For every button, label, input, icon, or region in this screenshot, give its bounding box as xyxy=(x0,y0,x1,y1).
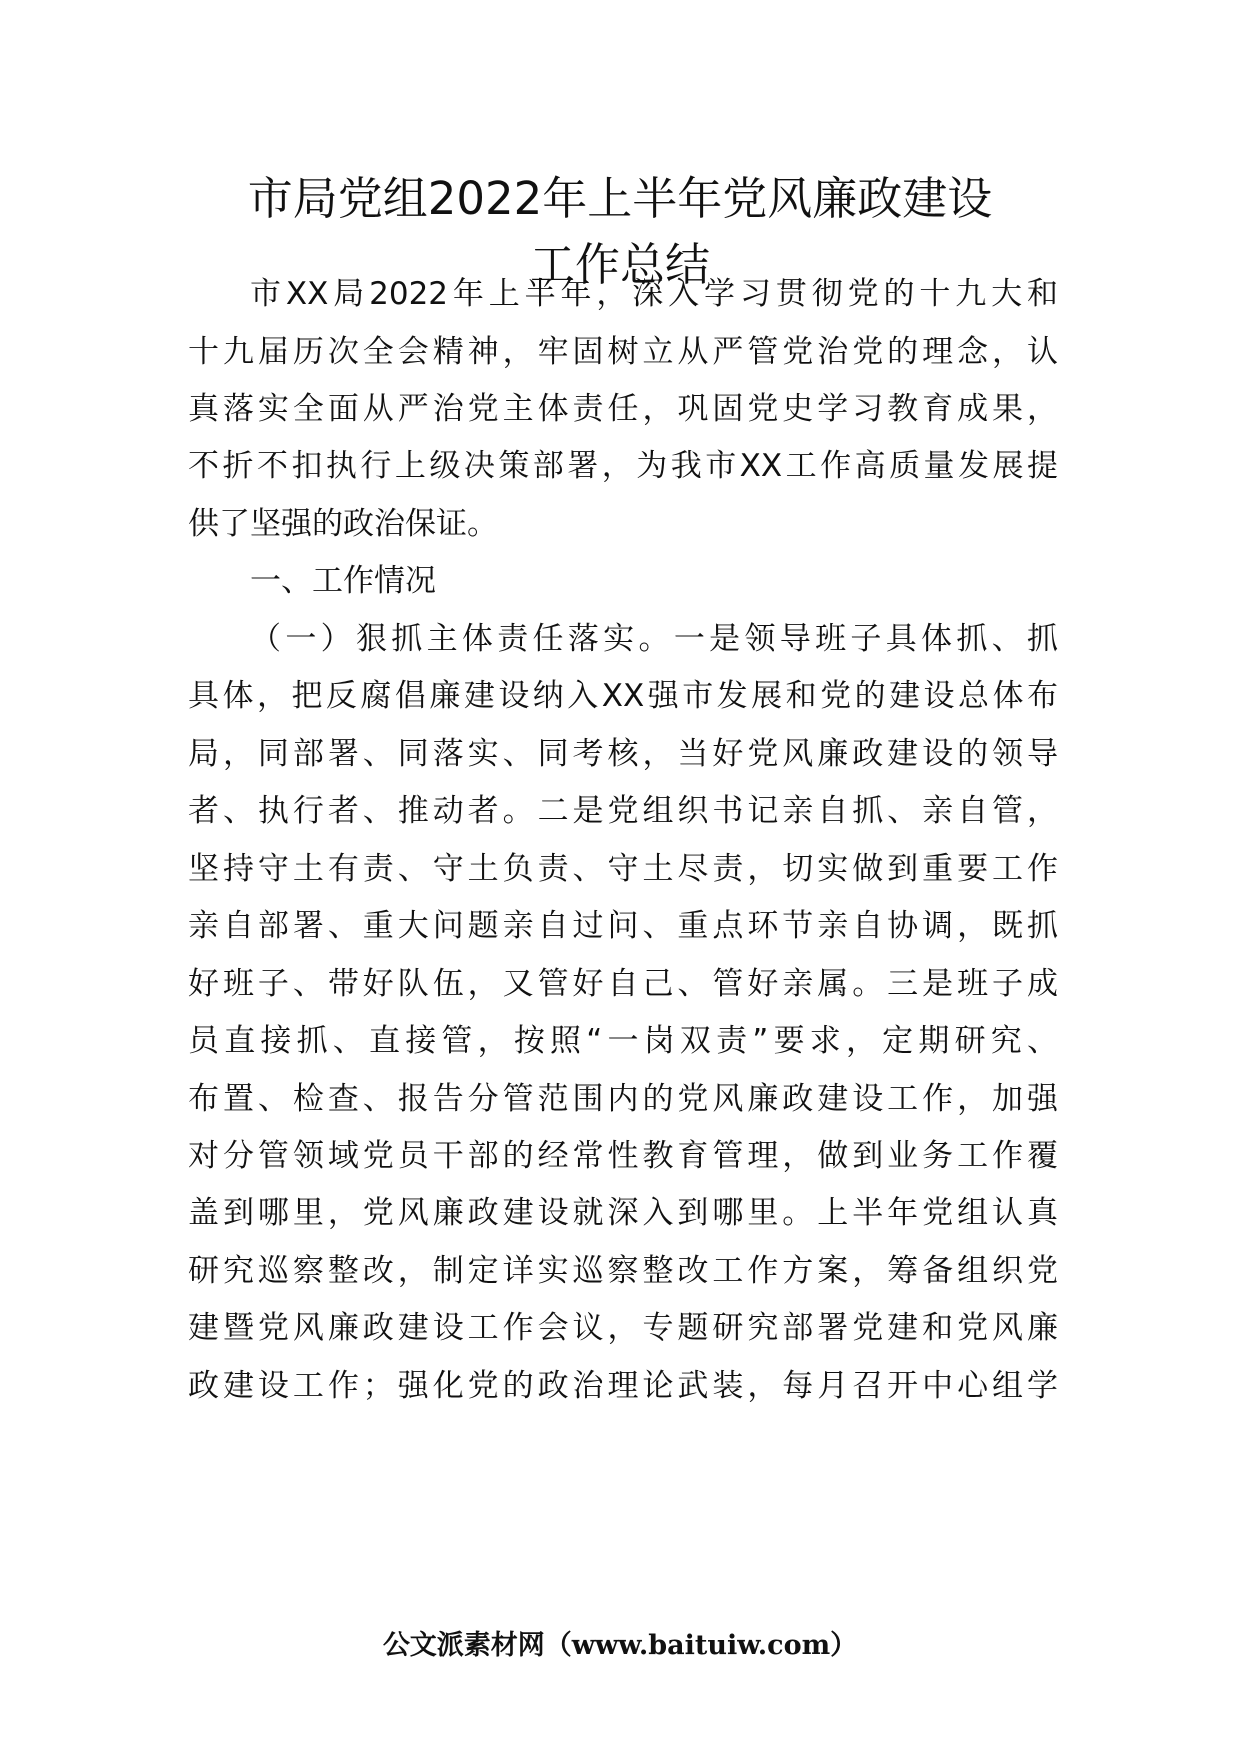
paragraph-line: 具体，把反腐倡廉建设纳入XX强市发展和党的建设总体布 xyxy=(188,678,1058,714)
paragraph-line: 布置、检查、报告分管范围内的党风廉政建设工作，加强 xyxy=(188,1081,1058,1117)
paragraph-line: 坚持守土有责、守土负责、守土尽责，切实做到重要工作 xyxy=(188,851,1058,887)
paragraph-line: 不折不扣执行上级决策部署，为我市XX工作高质量发展提 xyxy=(188,448,1058,484)
paragraph-line: 员直接抓、直接管，按照“一岗双责”要求，定期研究、 xyxy=(188,1023,1058,1059)
paragraph-line: 者、执行者、推动者。二是党组织书记亲自抓、亲自管， xyxy=(188,793,1058,829)
paragraph-line: 盖到哪里，党风廉政建设就深入到哪里。上半年党组认真 xyxy=(188,1195,1058,1231)
paragraph-line: 建暨党风廉政建设工作会议，专题研究部署党建和党风廉 xyxy=(188,1310,1058,1346)
paragraph-line: 政建设工作；强化党的政治理论武装，每月召开中心组学 xyxy=(188,1368,1058,1404)
paragraph-line: 局，同部署、同落实、同考核，当好党风廉政建设的领导 xyxy=(188,736,1058,772)
paragraph-line: 好班子、带好队伍，又管好自己、管好亲属。三是班子成 xyxy=(188,966,1058,1002)
paragraph-line: 亲自部署、重大问题亲自过问、重点环节亲自协调，既抓 xyxy=(188,908,1058,944)
document-title-line-1: 市局党组2022年上半年党风廉政建设 xyxy=(247,172,993,225)
section-heading: 一、工作情况 xyxy=(250,563,436,599)
paragraph-line: 市XX局2022年上半年，深入学习贯彻党的十九大和 xyxy=(250,276,1058,312)
paragraph-line: 研究巡察整改，制定详实巡察整改工作方案，筹备组织党 xyxy=(188,1253,1058,1289)
paragraph-line: 对分管领域党员干部的经常性教育管理，做到业务工作覆 xyxy=(188,1138,1058,1174)
paragraph-line: （一）狠抓主体责任落实。一是领导班子具体抓、抓 xyxy=(250,621,1058,657)
paragraph-line: 供了坚强的政治保证。 xyxy=(188,506,498,542)
paragraph-line: 十九届历次全会精神，牢固树立从严管党治党的理念，认 xyxy=(188,334,1058,370)
paragraph-line: 真落实全面从严治党主体责任，巩固党史学习教育成果， xyxy=(188,391,1058,427)
footer-source-text: 公文派素材网（www.baituiw.com） xyxy=(382,1630,858,1661)
document-title-line-2: 工作总结 xyxy=(529,238,710,291)
